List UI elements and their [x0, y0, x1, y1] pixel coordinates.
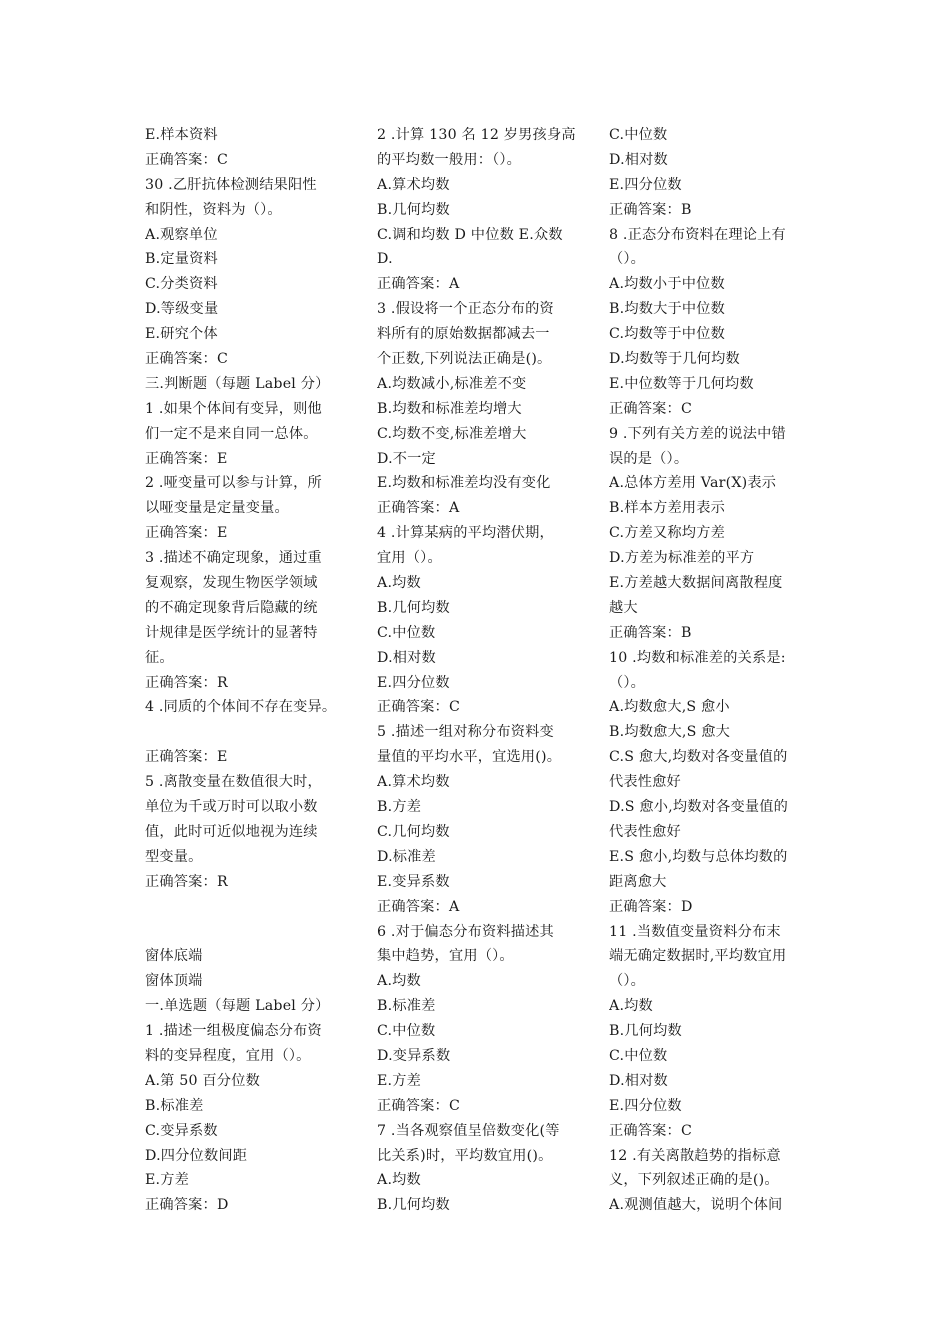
text-line: 和阴性，资料为（）。 [145, 201, 282, 218]
blank-line [145, 895, 357, 920]
text-line: 越大 [609, 599, 638, 616]
option-line: B.标准差 [377, 998, 436, 1015]
option-line: B.几何均数 [377, 599, 450, 616]
option-line: B.几何均数 [377, 1197, 450, 1214]
option-line: A.均数 [377, 575, 421, 592]
text-line: 代表性愈好 [609, 774, 681, 791]
question-line: 12 .有关离散趋势的指标意 [609, 1147, 781, 1164]
option-line: B.定量资料 [145, 251, 218, 268]
option-line: A.均数 [377, 1172, 421, 1189]
option-line: D.均数等于几何均数 [609, 351, 740, 368]
question-line: 6 .对于偏态分布资料描述其 [377, 923, 554, 940]
option-line: B.均数大于中位数 [609, 301, 726, 318]
question-line: 3 .描述不确定现象，通过重 [145, 550, 322, 567]
option-line: E.方差越大数据间离散程度 [609, 575, 783, 592]
option-line: A.算术均数 [377, 176, 450, 193]
option-line: B.几何均数 [609, 1023, 682, 1040]
answer-line: 正确答案：A [377, 276, 460, 293]
question-line: 30 .乙肝抗体检测结果阳性 [145, 176, 317, 193]
answer-line: 正确答案：R [145, 873, 228, 890]
option-line: A.均数 [377, 973, 421, 990]
question-line: 1 .如果个体间有变异，则他 [145, 400, 322, 417]
answer-line: 正确答案：R [145, 674, 228, 691]
answer-line: 正确答案：C [609, 1122, 692, 1139]
question-line: 4 .同质的个体间不存在变异。 [145, 699, 337, 716]
option-line: D.相对数 [377, 649, 436, 666]
text-column-right [609, 123, 821, 1218]
text-line: 误的是（）。 [609, 450, 689, 467]
question-line: 3 .假设将一个正态分布的资 [377, 301, 554, 318]
text-line: 宜用（）。 [377, 550, 442, 567]
option-line: C.分类资料 [145, 276, 218, 293]
text-column-left [145, 123, 357, 1218]
option-line: D.相对数 [609, 1072, 668, 1089]
text-line: 量值的平均水平，宜选用()。 [377, 749, 562, 766]
option-line: C.几何均数 [377, 823, 450, 840]
text-line: （）。 [609, 674, 646, 691]
answer-line: 正确答案：C [145, 351, 228, 368]
option-line: A.总体方差用 Var(X)表示 [609, 475, 777, 492]
text-column-middle [377, 123, 589, 1218]
option-line: E.方差 [377, 1072, 422, 1089]
option-line: E.四分位数 [609, 1097, 682, 1114]
text-line: 征。 [145, 649, 174, 666]
answer-line: 正确答案：A [377, 898, 460, 915]
answer-line: 正确答案：C [377, 699, 460, 716]
text-line: 的平均数一般用：（）。 [377, 151, 522, 168]
question-line: 11 .当数值变量资料分布末 [609, 923, 781, 940]
text-line: 个正数,下列说法正确是()。 [377, 351, 552, 368]
option-line: C.S 愈大,均数对各变量值的 [609, 749, 788, 766]
option-line: C.均数不变,标准差增大 [377, 425, 527, 442]
text-line: 计规律是医学统计的显著特 [145, 624, 318, 641]
option-line: A.算术均数 [377, 774, 450, 791]
option-line: B.几何均数 [377, 201, 450, 218]
blank-line [145, 920, 357, 945]
option-line: E.研究个体 [145, 326, 218, 343]
option-line: C.方差又称均方差 [609, 525, 725, 542]
option-line: E.方差 [145, 1172, 190, 1189]
question-line: 5 .描述一组对称分布资料变 [377, 724, 554, 741]
answer-line: 正确答案：A [377, 500, 460, 517]
option-line: C.中位数 [377, 624, 436, 641]
option-line: E.中位数等于几何均数 [609, 375, 754, 392]
answer-line: 正确答案：B [609, 201, 692, 218]
text-line: 值，此时可近似地视为连续 [145, 823, 318, 840]
answer-line: 正确答案：D [609, 898, 693, 915]
text-line: 的不确定现象背后隐藏的统 [145, 599, 318, 616]
option-line: C.中位数 [609, 127, 668, 143]
option-line: E.样本资料 [145, 127, 218, 143]
answer-line: 正确答案：D [145, 1197, 229, 1214]
option-line: E.四分位数 [609, 176, 682, 193]
blank-line [145, 720, 357, 745]
option-line: A.第 50 百分位数 [145, 1072, 260, 1089]
question-line: 5 .离散变量在数值很大时， [145, 774, 322, 791]
answer-line: 正确答案：E [145, 525, 228, 542]
option-line: D.方差为标准差的平方 [609, 550, 755, 567]
section-heading: 一.单选题（每题 Label 分） [145, 998, 330, 1015]
option-line: A.观察单位 [145, 226, 218, 243]
question-line: 8 .正态分布资料在理论上有 [609, 226, 786, 243]
option-line: A.均数愈大,S 愈小 [609, 699, 730, 716]
text-line: 窗体顶端 [145, 973, 203, 990]
answer-line: 正确答案：C [145, 151, 228, 168]
option-line: C.中位数 [609, 1047, 668, 1064]
option-line: D.相对数 [609, 151, 668, 168]
option-line: E.均数和标准差均没有变化 [377, 475, 551, 492]
text-line: 料所有的原始数据都减去一 [377, 326, 550, 343]
option-line: C.中位数 [377, 1023, 436, 1040]
option-line: D.标准差 [377, 848, 436, 865]
text-line: 们一定不是来自同一总体。 [145, 425, 318, 442]
question-line: 2 .计算 130 名 12 岁男孩身高 [377, 127, 576, 143]
question-line: 2 .哑变量可以参与计算，所 [145, 475, 322, 492]
option-line: D.变异系数 [377, 1047, 451, 1064]
text-line: 复观察，发现生物医学领域 [145, 575, 318, 592]
option-line: D. [377, 251, 393, 268]
option-line: A.均数减小,标准差不变 [377, 375, 527, 392]
text-line: 集中趋势，宜用（）。 [377, 948, 514, 965]
answer-line: 正确答案：C [609, 400, 692, 417]
answer-line: 正确答案：B [609, 624, 692, 641]
option-line: D.S 愈小,均数对各变量值的 [609, 799, 788, 816]
text-line: 以哑变量是定量变量。 [145, 500, 289, 517]
option-line: B.均数和标准差均增大 [377, 400, 522, 417]
option-line: D.等级变量 [145, 301, 219, 318]
option-line: C.变异系数 [145, 1122, 218, 1139]
answer-line: 正确答案：C [377, 1097, 460, 1114]
option-line: B.均数愈大,S 愈大 [609, 724, 730, 741]
answer-line: 正确答案：E [145, 749, 228, 766]
option-line: A.均数小于中位数 [609, 276, 725, 293]
text-line: 型变量。 [145, 848, 203, 865]
option-line: D.不一定 [377, 450, 436, 467]
text-line: 料的变异程度，宜用（）。 [145, 1047, 311, 1064]
section-heading: 三.判断题（每题 Label 分） [145, 375, 330, 392]
option-line: E.四分位数 [377, 674, 450, 691]
option-line: C.均数等于中位数 [609, 326, 725, 343]
option-line: E.变异系数 [377, 873, 450, 890]
text-line: 比关系)时，平均数宜用()。 [377, 1147, 553, 1164]
question-line: 10 .均数和标准差的关系是: [609, 649, 786, 666]
question-line: 7 .当各观察值呈倍数变化(等 [377, 1122, 560, 1139]
question-line: 1 .描述一组极度偏态分布资 [145, 1023, 322, 1040]
option-line: B.标准差 [145, 1097, 204, 1114]
text-line: 代表性愈好 [609, 823, 681, 840]
text-line: 距离愈大 [609, 873, 667, 890]
option-line: D.四分位数间距 [145, 1147, 248, 1164]
option-line: B.样本方差用表示 [609, 500, 726, 517]
option-line: A.观测值越大，说明个体间 [609, 1197, 783, 1214]
text-line: （）。 [609, 251, 646, 268]
option-line: E.S 愈小,均数与总体均数的 [609, 848, 788, 865]
text-line: 端无确定数据时,平均数宜用 [609, 948, 787, 965]
option-line: B.方差 [377, 799, 422, 816]
text-line: 义，下列叙述正确的是()。 [609, 1172, 779, 1189]
question-line: 4 .计算某病的平均潜伏期， [377, 525, 554, 542]
text-line: （）。 [609, 973, 646, 990]
text-line: 单位为千或万时可以取小数 [145, 799, 318, 816]
answer-line: 正确答案：E [145, 450, 228, 467]
option-line: C.调和均数 D 中位数 E.众数 [377, 226, 563, 243]
option-line: A.均数 [609, 998, 653, 1015]
question-line: 9 .下列有关方差的说法中错 [609, 425, 786, 442]
text-line: 窗体底端 [145, 948, 203, 965]
